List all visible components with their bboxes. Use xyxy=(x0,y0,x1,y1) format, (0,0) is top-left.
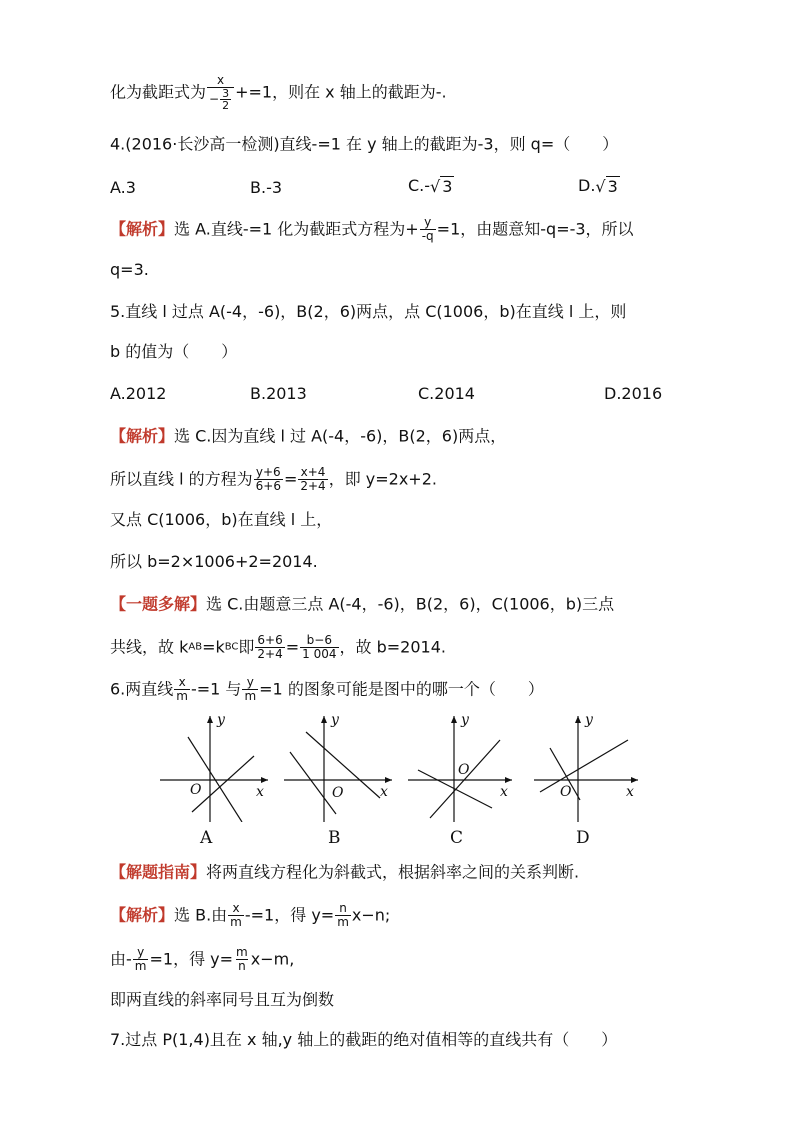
text: +=1，则在 x 轴上的截距为-. xyxy=(235,82,447,102)
axis-y-label: y xyxy=(585,712,593,728)
q4-solution: 【解析】选 A.直线-=1 化为截距式方程为+ $\frac{y}{-q}$ =1，由题意知-q=-3，所以 xyxy=(110,215,634,243)
solution-label: 【解析】 xyxy=(110,426,175,446)
fraction: x − $\frac{3}{2}$ xyxy=(207,74,234,111)
q4-option-a: A.3 xyxy=(110,178,136,197)
sqrt: √ 3 xyxy=(595,177,618,196)
question-6-stem: 6.两直线 $\frac{x}{m}$ -=1 与 $\frac{y}{m}$ =1 的图象可能是图中的哪一个（ ） xyxy=(110,675,544,703)
question-4-stem: 4.(2016·长沙高一检测)直线-=1 在 y 轴上的截距为-3，则 q=（ ） xyxy=(110,134,619,154)
q5-solution-line4: 所以 b=2×1006+2=2014. xyxy=(110,552,318,571)
axis-x-label: x xyxy=(626,784,634,800)
origin-label: O xyxy=(332,785,344,801)
q4-solution-cont: q=3. xyxy=(110,260,149,279)
graph-d xyxy=(532,712,642,822)
q5-alt-solution: 【一题多解】选 C.由题意三点 A(-4，-6)，B(2，6)，C(1006，b)三点 xyxy=(110,594,615,614)
axis-y-label: y xyxy=(217,712,225,728)
graph-label-b: B xyxy=(328,828,341,848)
q5-option-b: B.2013 xyxy=(250,384,307,403)
origin-label: O xyxy=(560,784,572,800)
q5-option-d: D.2016 xyxy=(604,384,663,403)
axis-x-label: x xyxy=(380,784,388,800)
graph-b xyxy=(284,712,394,822)
origin-label: O xyxy=(190,782,202,798)
axis-x-label: x xyxy=(500,784,508,800)
q5-solution-line3: 又点 C(1006，b)在直线 l 上， xyxy=(110,510,333,529)
q6-guide: 【解题指南】将两直线方程化为斜截式，根据斜率之间的关系判断. xyxy=(110,862,580,882)
graph-a xyxy=(160,712,270,822)
origin-label: O xyxy=(458,762,470,778)
q5-alt-solution-line2: 共线，故 kAB=kBC即 $\frac{6+6}{2+4}$ = $\frac{b-6}{1 004}$ ，故 b=2014. xyxy=(110,633,446,661)
axis-x-label: x xyxy=(256,784,264,800)
alt-solution-label: 【一题多解】 xyxy=(110,594,207,614)
question-5-stem: 5.直线 l 过点 A(-4，-6)，B(2，6)两点，点 C(1006，b)在直线 l 上，则 xyxy=(110,302,627,321)
graph-label-c: C xyxy=(450,828,464,848)
graph-c xyxy=(408,712,518,822)
guide-label: 【解题指南】 xyxy=(110,862,207,882)
q5-option-c: C.2014 xyxy=(418,384,475,403)
line-intercept-form xyxy=(110,74,447,111)
sqrt: √ 3 xyxy=(430,177,453,196)
solution-label: 【解析】 xyxy=(110,905,175,925)
question-7-stem: 7.过点 P(1,4)且在 x 轴,y 轴上的截距的绝对值相等的直线共有（ ） xyxy=(110,1030,618,1049)
q4-option-b: B.-3 xyxy=(250,178,283,197)
q5-solution-line2: 所以直线 l 的方程为 $\frac{y+6}{6+6}$ = $\frac{x+4}{2+4}$ ，即 y=2x+2. xyxy=(110,465,437,493)
graph-label-d: D xyxy=(576,828,590,848)
axis-y-label: y xyxy=(461,712,469,728)
text: 化为截距式为 xyxy=(110,82,207,102)
graph-label-a: A xyxy=(200,828,213,848)
q6-solution-line2: 由- $\frac{y}{m}$ =1，得 y= $\frac{m}{n}$ x−m, xyxy=(110,945,295,973)
q5-solution: 【解析】选 C.因为直线 l 过 A(-4，-6)，B(2，6)两点， xyxy=(110,426,507,446)
q4-option-c: C.-√ 3 xyxy=(408,176,453,196)
question-5-stem-cont: b 的值为（ ） xyxy=(110,342,238,361)
q6-solution-line3: 即两直线的斜率同号且互为倒数 xyxy=(110,990,335,1009)
q4-option-d: D.√ 3 xyxy=(578,176,618,196)
solution-label: 【解析】 xyxy=(110,219,175,239)
axis-y-label: y xyxy=(331,712,339,728)
q5-option-a: A.2012 xyxy=(110,384,167,403)
q6-solution: 【解析】选 B.由 $\frac{x}{m}$ -=1，得 y= $\frac{n}{m}$ x−n; xyxy=(110,901,391,929)
